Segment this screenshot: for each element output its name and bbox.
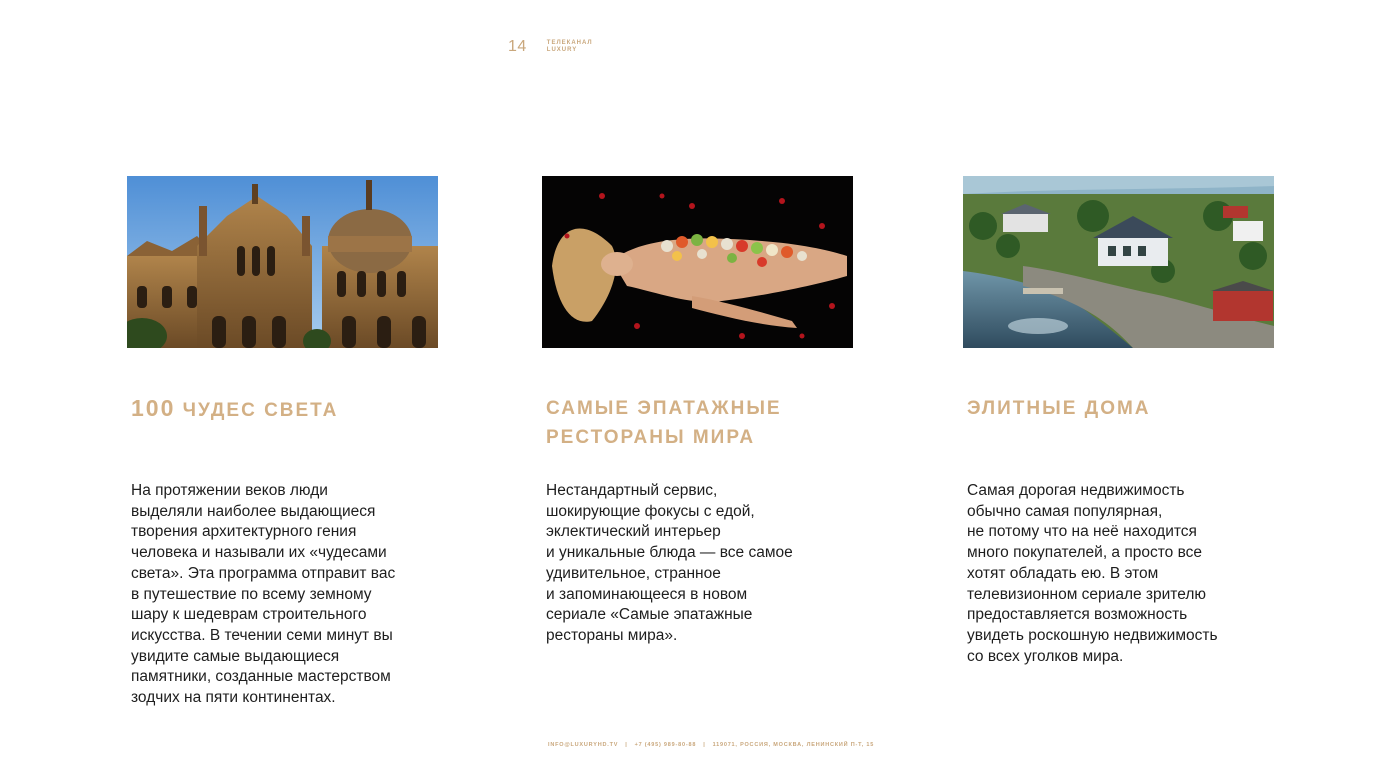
palace-architecture-photo (127, 176, 438, 348)
page-number: 14 (508, 38, 527, 55)
footer-phone[interactable]: +7 (495) 989-80-88 (634, 742, 697, 748)
brand-line-2: LUXURY (546, 47, 578, 53)
card-title-wonders (131, 394, 451, 425)
card-wonders (127, 176, 439, 707)
card-restaurants (542, 176, 854, 644)
card-description-elite-homes: Самая дорогая недвижимость обычно самая популярная, не потому что на неё находится много покупателей, а просто все хотят обладать ею. В этом телевизионном сериале зрителю предоставляется возможность увидеть роскошную недвижимость со всех уголков мира. (967, 482, 1218, 665)
title-text: ЧУДЕС СВЕТА (182, 400, 339, 421)
footer-address: 119071, РОССИЯ, МОСКВА, ЛЕНИНСКИЙ П-Т, 15 (712, 742, 875, 748)
brand-line-1: ТЕЛЕКАНАЛ (546, 40, 593, 46)
card-description-wonders: На протяжении веков люди выделяли наиболее выдающиеся творения архитектурного гения человека и называли их «чудесами света». Эта программа отправит вас в путешествие по всему земному шару к шедеврам строительного искусства. В течении семи минут вы увидите самые выдающиеся памятники, созданные мастерством зодчих на пяти континентах. (131, 482, 396, 707)
brand-logo-text (547, 40, 593, 54)
page-footer: INFO@LUXURYHD.TV | +7 (495) 989-80-88 | 119071, РОССИЯ, МОСКВА, ЛЕНИНСКИЙ П-Т, 15 (548, 742, 875, 748)
card-title-restaurants: САМЫЕ ЭПАТАЖНЫЕ РЕСТОРАНЫ МИРА (546, 398, 782, 448)
restaurant-sushi-photo (542, 176, 853, 348)
title-number: 100 (131, 395, 176, 421)
card-elite-homes (963, 176, 1275, 665)
page-header (508, 38, 593, 56)
luxury-homes-aerial-photo (963, 176, 1274, 348)
card-description-restaurants: Нестандартный сервис, шокирующие фокусы с едой, эклектический интерьер и уникальные блюда — все самое удивительное, странное и запоминающееся в новом сериале «Самые эпатажные рестораны мира». (546, 482, 793, 644)
card-title-elite-homes: ЭЛИТНЫЕ ДОМА (967, 398, 1151, 419)
footer-email[interactable]: INFO@LUXURYHD.TV (548, 742, 619, 748)
